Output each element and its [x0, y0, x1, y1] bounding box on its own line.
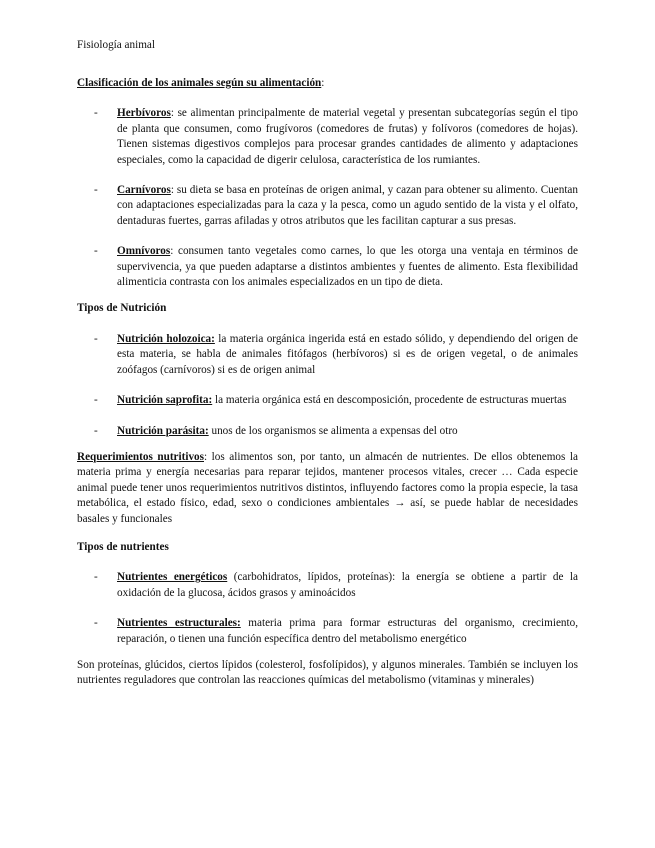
item-text: la materia orgánica ingerida está en estado sólido, y dependiendo del origen de esta materia, se habla de animales fitófagos (herbívoros) si es de origen vegetal, o de animales zoófagos (carnívoros) si es de origen animal [117, 332, 578, 376]
bullet-dash: - [94, 184, 98, 197]
bullet-dash: - [94, 571, 98, 584]
item-text: : consumen tanto vegetales como carnes, lo que les otorga una ventaja en términos de supervivencia, ya que pueden adaptarse a distintos ambientes y fuentes de alimento. Esta flexibilidad alimenticia contrasta con los animales especializados en un tipo de dieta. [117, 245, 578, 289]
item-text: (carbohidratos, lípidos, proteínas): la energía se obtiene a partir de la oxidación de la glucosa, ácidos grasos y aminoácidos [117, 571, 578, 599]
item-term: Nutrientes estructurales: [117, 617, 241, 630]
list-item [77, 616, 578, 647]
bullet-dash: - [94, 394, 98, 407]
list-item [77, 244, 578, 290]
item-text: : su dieta se basa en proteínas de origen animal, y cazan para obtener su alimento. Cuentan con adaptaciones especializadas para la caza y la pesca, como un agudo sentido de la vista y el olfato, dentaduras fuertes, garras afiladas y otros atributos que les facilitan capturar a sus presas. [117, 184, 578, 227]
item-term: Carnívoros [117, 184, 171, 197]
item-term: Nutrición saprofita: [117, 394, 213, 407]
item-term: Nutrientes energéticos [117, 571, 228, 584]
bullet-dash: - [94, 332, 98, 345]
bullet-dash: - [94, 424, 98, 437]
nutrition-types-list [77, 332, 578, 439]
heading-tail: : [321, 77, 325, 89]
document-title: Fisiología animal [77, 39, 155, 51]
item-term: Omnívoros [117, 245, 171, 258]
heading-term: Clasificación de los animales según su alimentación [77, 77, 322, 89]
list-item [77, 106, 578, 168]
list-item [77, 393, 578, 408]
list-item [77, 424, 578, 439]
item-text: la materia orgánica está en descomposición, procedente de estructuras muertas [212, 394, 567, 407]
item-term: Herbívoros [117, 107, 171, 120]
section-heading-nutrients: Tipos de nutrientes [77, 540, 169, 553]
bullet-dash: - [94, 245, 98, 258]
nutrients-list [77, 570, 578, 647]
bullet-dash: - [94, 617, 98, 630]
section-heading-classification [77, 76, 578, 91]
item-text: materia prima para formar estructuras del organismo, crecimiento, reparación, o tienen una función específica dentro del metabolismo energético [117, 617, 578, 645]
closing-paragraph: Son proteínas, glúcidos, ciertos lípidos (colesterol, fosfolípidos), y algunos minerales. También se incluyen los nutrientes reguladores que controlan las reacciones químicas del metabolismo (vitaminas y minerales) [77, 658, 578, 687]
paragraph-text: : los alimentos son, por tanto, un almacén de nutrientes. De ellos obtenemos la materia prima y energía necesarias para reparar tejidos, mantener procesos vitales, crecer … Cada especie animal puede tener unos requerimientos nutritivos distintos, influyendo factores como la propia especie, la tasa metabólica, el estado físico, edad, sexo o condiciones ambientales → así, se puede hablar de necesidades basales y funcionales [77, 450, 578, 525]
item-term: Nutrición parásita: [117, 424, 209, 437]
section-heading-nutrition-types: Tipos de Nutrición [77, 302, 167, 315]
item-text: : se alimentan principalmente de material vegetal y presentan subcategorías según el tipo de planta que consumen, como frugívoros (comedores de frutas) y folívoros (comedores de hojas). Tienen sistemas digestivos complejos para procesar grandes cantidades de alimento y adaptaciones especiales, como la capacidad de digerir celulosa, característica de los rumiantes. [117, 107, 578, 166]
classification-list [77, 106, 578, 290]
bullet-dash: - [94, 107, 98, 120]
item-text: unos de los organismos se alimenta a expensas del otro [208, 424, 458, 437]
document-body [77, 76, 578, 689]
list-item [77, 332, 578, 378]
item-term: Nutrición holozoica: [117, 332, 215, 345]
list-item [77, 183, 578, 229]
list-item [77, 570, 578, 601]
requirements-paragraph [77, 450, 578, 527]
paragraph-term: Requerimientos nutritivos [77, 450, 204, 463]
